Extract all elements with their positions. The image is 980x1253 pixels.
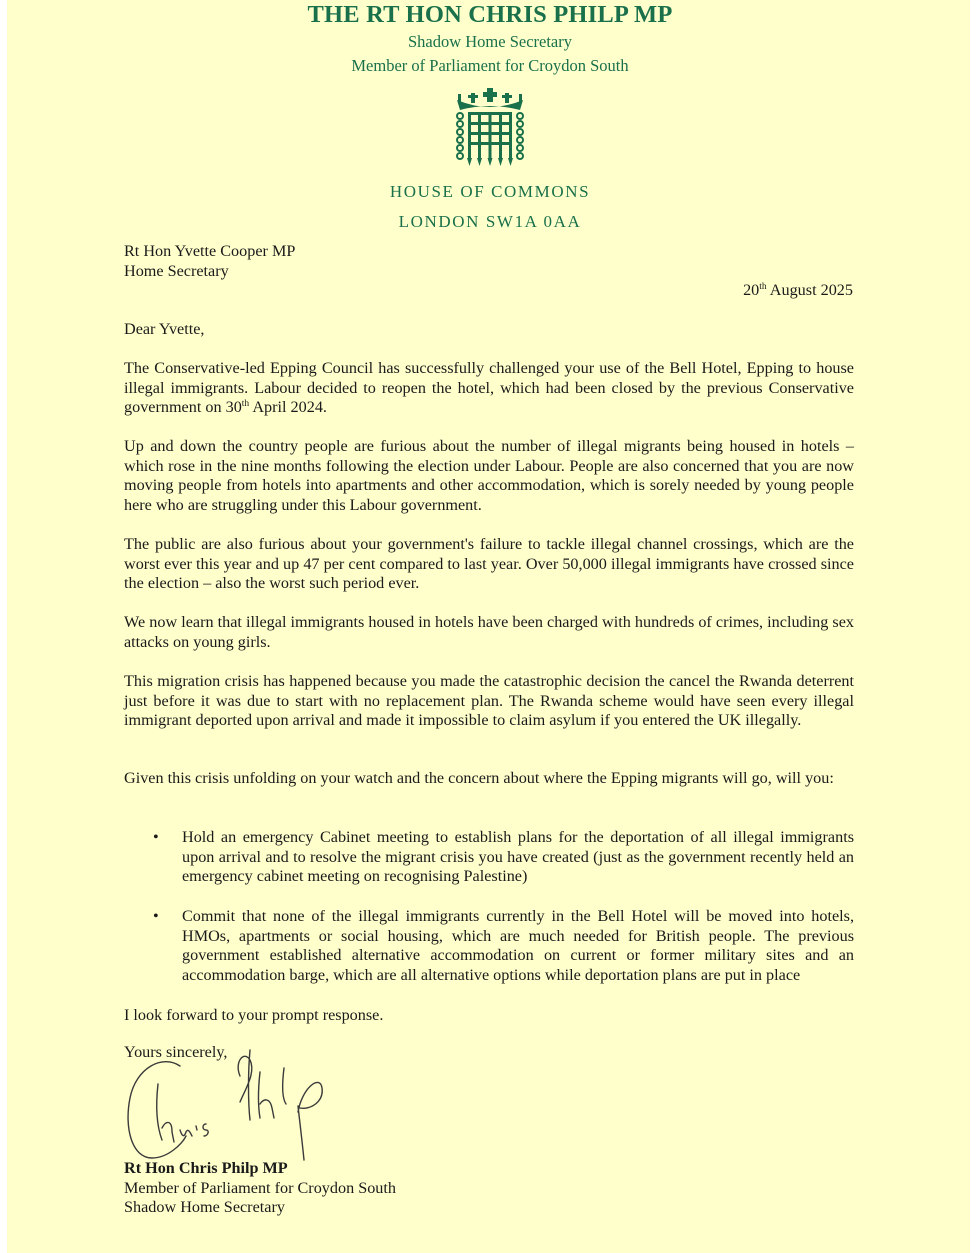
- paragraph-1: [124, 359, 854, 418]
- paragraph-5: This migration crisis has happened because you made the catastrophic decision the cancel the Rwanda deterrent just before it was due to start with no replacement plan. The Rwanda scheme would have seen every illegal immigrant deported upon arrival and made it impossible to claim asylum if you entered the UK illegally.: [124, 672, 854, 729]
- letterhead-role: Shadow Home Secretary: [407, 32, 573, 51]
- signer-role: Shadow Home Secretary: [124, 1198, 285, 1216]
- letterhead-house: HOUSE OF COMMONS: [389, 182, 591, 201]
- letterhead-name: THE RT HON CHRIS PHILP MP: [307, 1, 673, 28]
- paragraph-3: The public are also furious about your government's failure to tackle illegal channel crossings, which are the worst ever this year and up 47 per cent compared to last year. Over 50,000 illegal immigrants have crossed since the election – also the worst such period ever.: [124, 535, 854, 592]
- paragraph-1-end: April 2024.: [249, 398, 327, 416]
- signer-constituency: Member of Parliament for Croydon South: [124, 1178, 396, 1197]
- date-suffix: th: [759, 282, 767, 292]
- handwritten-signature-icon: [122, 1032, 337, 1162]
- sign-off: Yours sincerely,: [124, 1043, 228, 1061]
- paragraph-4: We now learn that illegal immigrants housed in hotels have been charged with hundreds of crimes, including sex attacks on young girls.: [124, 613, 854, 651]
- letter-date: [600, 281, 853, 301]
- closing-line: I look forward to your prompt response.: [124, 1006, 384, 1024]
- bullet-icon: •: [153, 828, 159, 846]
- list-item-text: Commit that none of the illegal immigrants currently in the Bell Hotel will be moved into hotels, HMOs, apartments or social housing, which are much needed for British people. The previous government established alternative accommodation on current or former military sites and an accommodation barge, which are all alternative options while deportation plans are put in place: [182, 907, 854, 984]
- portcullis-icon: [454, 88, 526, 168]
- letterhead-constituency: Member of Parliament for Croydon South: [351, 56, 629, 75]
- salutation: Dear Yvette,: [124, 320, 205, 338]
- letterhead-address: LONDON SW1A 0AA: [398, 212, 582, 231]
- paragraph-1-text: The Conservative-led Epping Council has successfully challenged your use of the Bell Hotel, Epping to house illegal immigrants. Labour decided to reopen the hotel, which had been closed by the previous Conservative government on 30: [124, 359, 854, 416]
- paragraph-1-sup: th: [241, 399, 250, 409]
- recipient-title: Home Secretary: [124, 261, 229, 280]
- date-month-year: August 2025: [766, 281, 853, 299]
- bullet-icon: •: [153, 907, 159, 925]
- recipient-block: [124, 242, 295, 281]
- date-day: 20: [743, 281, 760, 299]
- signer-name: Rt Hon Chris Philp MP: [124, 1159, 288, 1177]
- signer-block: [124, 1159, 396, 1218]
- paragraph-6: Given this crisis unfolding on your watch and the concern about where the Epping migrants will go, will you:: [124, 769, 834, 787]
- recipient-name: Rt Hon Yvette Cooper MP: [124, 242, 296, 260]
- paragraph-2: Up and down the country people are furious about the number of illegal migrants being housed in hotels – which rose in the nine months following the election under Labour. People are also concerned that you are now moving people from hotels into apartments and other accommodation, which is sorely needed by young people here who are struggling under this Labour government.: [124, 437, 854, 514]
- list-item-text: Hold an emergency Cabinet meeting to establish plans for the deportation of all illegal immigrants upon arrival and to resolve the migrant crisis you have created (just as the government recently held an emergency cabinet meeting on recognising Palestine): [182, 828, 854, 885]
